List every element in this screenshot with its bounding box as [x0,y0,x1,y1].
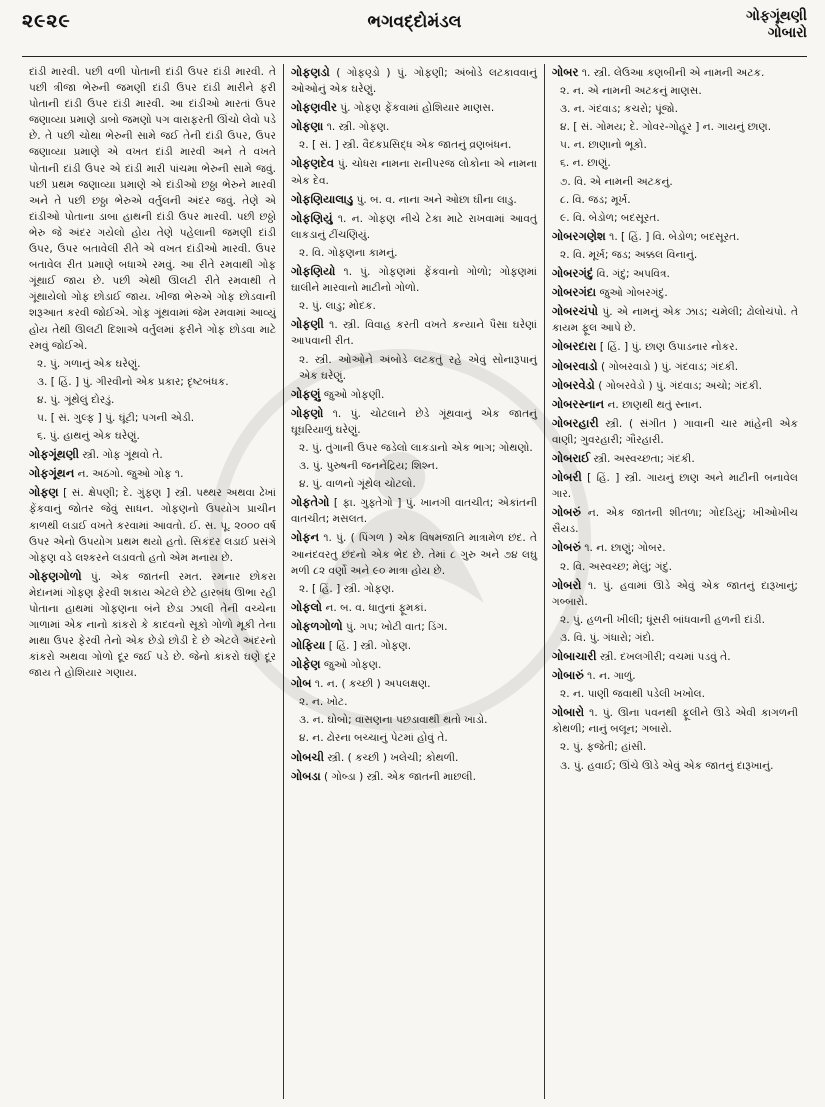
dictionary-entry [291,191,537,208]
dictionary-entry [291,529,537,578]
header-rule [22,56,807,57]
definition-text: પું. ચોધરા નામના રાનીપરજ લોકોના એ નામના એક દેવ. [291,158,537,187]
dictionary-entry [552,358,798,375]
entry-sense: ૨. ન. પાણી જવાથી પડેલી ખખોલ. [560,688,705,701]
definition-text: ( ગોફણ્ડો ) પું. ગોફણી; અંબોડે લટકાવવાનું ઓઓનું એક ઘરેણું. [291,67,537,96]
guide-word-first: ગોફગૂંથણી [746,8,807,24]
headword: ગોફળગોળો [291,618,343,633]
definition-text: ( ગોબરવેડો ) પું. ગંદવાડ; અચો; ગંદકી. [598,379,762,392]
headword: ગોબરગણેશ [552,228,606,243]
dictionary-entry [291,618,537,635]
dictionary-entry [291,118,537,135]
dictionary-entry [552,504,798,537]
entry-sense: ૫. [ સં. ગુલ્ફ ] પું. ઘૂંટી; પગની એડી. [37,411,195,424]
definition-text: ન. બ. વ. ધાતુનાં ફૂમકાં. [325,601,427,614]
headword: ગોબરગંદા [552,285,597,300]
entry-continuation [29,64,276,354]
headword: ગોબરું [552,505,581,520]
entry-sense: ૪. [ સં. ગોમય; દે. ગોવર-ગોહૂર ] ન. ગાયનું છાણ. [560,121,772,134]
headword: ગોબ [291,676,312,691]
headword: ગોબરદારા [552,339,597,354]
entry-sense: ૨. સ્ત્રી. ઓઓને અંબોડે લટકતું રહે એવું સોનારૂપાનું એક ઘરેણું. [299,353,537,382]
dictionary-entry [552,577,798,610]
dictionary-entry [291,494,537,527]
headword: ગોબરવાડો [552,358,598,373]
dictionary-entry [291,155,537,188]
definition-text: સ્ત્રી. ( કચ્છી ) ખલેચી; કોથળી. [327,751,459,764]
entry-sense: ૬. ન. છાણું. [560,157,611,170]
dictionary-entry [291,675,537,692]
definition-text: ૧. પું. હવામાં ઊડે એવું એક જાતનું દારૂખાનું; ગબ્બારો. [552,579,798,608]
headword: ગોબરાઈ [552,450,591,465]
definition-text: જુઓ ગોફણ. [323,659,382,672]
dictionary-entry [291,316,537,349]
definition-text: સ્ત્રી. અસ્વચ્છતા; ગંદકી. [593,452,695,465]
entry-sense: ૨. વિ. મૂર્ખ; જડ; અક્કલ વિનાનું. [560,248,698,261]
definition-text: પું. ગપ; ખોટી વાત; ડિંગ. [345,620,448,633]
headword: ગોફગૂંથણી [29,447,80,462]
column-2 [283,64,544,1099]
dictionary-entry [291,64,537,97]
dictionary-entry [552,377,798,394]
definition-text: ૧. સ્ત્રી. વિવાહ કરતી વખતે કન્યાને પૈસા ઘરેણાં આપવાની રીત. [291,319,537,348]
dictionary-entry [291,405,537,438]
definition-text: પું. એક જાતની રમત. રમનાર છોકરા મેદાનમાં ગોફણ ફેરવી શકાય એટલે છેટે હારબંધ ઊભા રહી પોતાના હાથમાં ગોફણના બંને છેડા ઝાલી તેની વચ્ચેના ગાળામાં એક નાનો કાંકરો કે કાદવનો સૂકો ગોળો મૂકી તેના માથા ઉપર ફેરવી તેનો એક છેડો છોડી દે છે એટલે અંદરનો કાંકરો અથવા ગોળો દૂર જઈ પડે છે. જેનો કાંકરો ઘણે દૂર જાય તે હોશિયાર ગણાય. [29,570,276,680]
guide-words [746,8,807,42]
entry-sense: ૩. પું. હવાઈ; ઊંચે ઊડે એવું એક જાતનું દારૂખાનું. [560,759,774,772]
definition-text: ૧. પું. ગોફણમાં ફેંકવાનો ગોળો; ગોફણમાં ઘાલીને મારવાનો માટીનો ગોળો. [291,266,537,295]
entry-sense: ૨. ન. ખોટ. [299,696,348,709]
definition-text: ૧. ન. ( કચ્છી ) અપલક્ષણ. [314,678,431,691]
dictionary-entry [291,210,537,243]
entry-sense: ૪. પું. ગૂંથેલું દોરડું. [37,393,115,406]
entry-sense: ૪. ન. ઢોરના બચ્ચાનું પેટમાં હોવું તે. [299,732,448,745]
headword: ગોબરસ્નાન [552,396,605,411]
definition-text: [ હિં. ] પું. છાણ ઉપાડનાર નોકર. [599,341,738,354]
definition-text: પું. બ. વ. નાના અને ઓછા ઘીના લાડુ. [356,193,517,206]
entry-sense: ૩. ન. ઘોબો; વાસણના પછડાવાથી થતો ખાડો. [299,714,488,727]
definition-text: ૧. ન. ગોફણ નીચે ટેકા માટે રાખવામાં આવતું લાકડાનું ટીંચણિયું. [291,212,537,241]
page-header [22,8,807,52]
definition-text: [ હિં. ] સ્ત્રી. ગોફણ. [328,640,412,652]
entry-sense: ૨. [ હિં. ] સ્ત્રી. ગોફણ. [299,582,395,595]
headword: ગોબડા [291,768,321,783]
entry-sense: ૮. વિ. જડ; મૂર્ખ. [560,193,631,206]
dictionary-entry [291,637,537,654]
headword: ગોબરગંદું [552,266,594,281]
entry-sense: ૨. પું. લાડુ; મોદક. [299,300,376,313]
definition-text: [ ફા. ગુફ્તેગો ] પું. ખાનગી વાતચીત; એકાંતની વાતચીત; મસલત. [291,497,537,526]
definition-text: પું. એ નામનું એક ઝાડ; ચમેલી; ઢોલોચંપો. તે કાયમ ફૂલ આપે છે. [552,306,798,335]
dictionary-entry [552,450,798,467]
definition-text: ૧. પું. ઊના પવનથી ફૂલીને ઊડે એવી કાગળની કોથળી; નાનું બલૂન; ગબારો. [552,707,799,736]
definition-text: સ્ત્રી. ( સંગીત ) ગાવાની ચાર માંહેની એક વાણી; ગુવરહારી; ગૌરહારી. [552,417,799,446]
definition-text: ૧. પું. ચોટલાને છેડે ગૂંથવાનું એક જાતનું ઘૂઘરિયાળું ઘરેણું. [291,407,537,436]
dictionary-entry [552,284,798,301]
dictionary-columns [22,64,807,1099]
dictionary-entry [291,599,537,616]
entry-sense: ૨. પું. ફજેતી; હાંસી. [560,741,647,754]
headword: ગોફણું [291,386,321,401]
headword: ગોફન [291,530,320,545]
headword: ગોબરો [552,577,582,592]
page-number: ૨૯૨૯ [22,10,71,32]
entry-sense: ૨. પું. હળની ખીલી; ધૂંસરી બાંધવાની હળની દાંડી. [560,613,765,626]
column-3 [544,64,805,1099]
definition-text: જુઓ ગોફણી. [323,388,385,401]
dictionary-entry [552,228,798,245]
dictionary-entry [552,415,798,448]
running-title: ભગવદ્દોમંડલ [367,12,462,32]
headword: ગોબરહારી [552,415,599,430]
definition-text: ન. છાણથી થતું સ્નાન. [607,398,703,411]
entry-sense: ૩. ન. ગંદવાડ; કચરો; પૂંજો. [560,103,678,116]
headword: ગોફણિયું [291,210,333,225]
dictionary-entry [552,338,798,355]
entry-sense: ૯. વિ. બેડોળ; બદસૂરત. [560,211,660,224]
definition-text: સ્ત્રી. દખલગીરી; વચમાં પડવું તે. [599,651,731,663]
dictionary-entry [29,446,276,463]
dictionary-entry [552,265,798,282]
headword: ગોબર [552,65,579,79]
definition-text: ( ગોબ્ડા ) સ્ત્રી. એક જાતની માછલી. [324,770,476,783]
entry-sense: ૨. વિ. અસ્વચ્છ; મેલું; ગંદું. [560,560,672,573]
headword: ગોફિયા [291,638,326,652]
entry-sense: ૨. [ સં. ] સ્ત્રી. વૈદકપ્રસિદ્ધ એક જાતનું વ્રણબંધન. [299,139,512,152]
headword: ગોફણ [29,485,59,500]
definition-text: ન. અઠંગો. જુઓ ગોફ ૧. [77,468,184,481]
dictionary-entry [552,704,798,737]
headword: ગોફણવીર [291,100,337,115]
headword: ગોબરી [552,470,582,485]
dictionary-entry [552,303,798,336]
dictionary-entry [29,568,276,682]
dictionary-entry [291,768,537,785]
headword: ગોબારું [552,668,584,683]
headword: ગોફણો [291,405,324,420]
dictionary-entry [291,99,537,116]
guide-word-last: ગોબારો [767,25,807,41]
entry-sense: ૭. વિ. એ નામની અટકનું. [560,175,673,188]
dictionary-entry [552,648,798,665]
dictionary-entry [552,667,798,684]
definition-text: ૧. ન. ગાળું. [587,670,636,683]
headword: ગોફણદેવ [291,156,335,171]
definition-text: પું. ગોફણ ફેંકવામાં હોશિયાર માણસ. [340,102,495,115]
definition-text: ૧. ન. છાણું; ગોબર. [584,542,666,555]
headword: ગોફલો [291,599,323,614]
headword: ગોબાચારી [552,649,597,663]
dictionary-entry [29,465,276,482]
headword: ગોફેણ [291,657,321,672]
entry-sense: ૨. પું. ગળાનું એક ઘરેણું. [37,357,141,370]
definition-text: [ હિં. ] સ્ત્રી. ગાયનું છાણ અને માટીની બનાવેલ ગાર. [552,472,798,501]
dictionary-entry [552,64,798,81]
dictionary-entry [29,484,276,565]
definition-text: ૧. સ્ત્રી. લેઉઆ કણબીની એ નામની અટક. [581,67,765,79]
entry-sense: ૪. પું. વાળનો ગૂંથેલ ચોટલો. [299,478,416,491]
entry-sense: ૫. ન. છાણાનો ભૂકો. [560,139,647,152]
entry-sense: ૨. પું. તુંગાની ઉપર જડેલો લાકડાનો એક ભાગ; ગોથણો. [299,441,533,454]
column-1 [22,64,283,1099]
headword: ગોબરવેડો [552,377,595,392]
entry-sense: ૨. વિ. ગોફણના કામનું. [299,246,398,259]
entry-sense: ૩. વિ. પું. ગંધારો; ગંદો. [560,631,655,644]
dictionary-entry [291,656,537,673]
definition-text: [ સં. ક્ષેપણી; દે. ગુંફણ ] સ્ત્રી. પથ્થર અથવા ઢેખાં ફેંકવાનું જોતર જેવું સાધન. ગોફણનો ઉપયોગ પ્રાચીન કાળથી લડાઈ વખતે કરવામાં આવતો. ઈ. સ. પૂ. ૨૦૦૦ વર્ષ ઉપર એનો ઉપયોગ પ્રથમ થયો હતો. સિકંદર લડાઈ પ્રસંગે ગોફણ વડે લશ્કરને લડાવતો હતો એમ મનાય છે. [29,487,276,564]
headword: ગોફતેગો [291,495,330,510]
headword: ગોફણગોળો [29,568,82,583]
headword: ગોફણી [291,317,324,332]
entry-sense: ૬. પું. હાથનું એક ઘરેણું. [37,430,140,443]
dictionary-entry [552,469,798,502]
definition-text: સ્ત્રી. ગોફ ગૂંથવો તે. [82,449,163,462]
headword: ગોબરું [552,540,581,555]
definition-text: જુઓ ગોબરગંદું. [599,287,668,300]
dictionary-entry [552,539,798,556]
dictionary-entry [552,396,798,413]
headword: ગોફગૂંથન [29,466,75,481]
entry-sense: ૩. [ હિં. ] પું. ગીરવીનો એક પ્રકાર; દૃષ્ટબંધક. [37,375,229,388]
definition-text: ૧. [ હિં. ] વિ. બેડોળ; બદસૂરત. [609,230,740,243]
entry-sense: ૨. ન. એ નામની અટકનું માણસ. [560,85,702,98]
headword: ગોફણિયાલાડુ [291,191,354,206]
definition-text: ૧. સ્ત્રી. ગોફણ. [326,121,390,134]
dictionary-entry [291,263,537,296]
definition-text: ૧. પું. ( પિંગળ ) એક વિષમજાતિ માત્રામેળ છંદ. તે આનંદવરતુ છંદનો એક ભેદ છે. તેમાં ૮ ગુરુ અને ૭૪ લઘુ મળી ૮૨ વર્ણો અને ૯૦ માત્રા હોય છે. [291,532,537,577]
dictionary-entry [291,386,537,403]
definition-text: દાંડી મારવી. પછી વળી પોતાની દાંડી ઉપર દાંડી મારવી. તે પછી ત્રીજા ભેરુની જમણી દાંડી ઉપર દાંડી મારીને ફરી પોતાની દાંડી ઉપર દાંડી મારવી. આ દાંડીઓ મારતાં ઉપર જણાવ્યા પ્રમાણે ડાબો જમણો પગ વારાફરતી ઊંચો લેવો પડે છે. તે પછી ચોથા ભેરુની સામે જઈ તેની દાંડી ઉપર, ઉપર જણાવ્યા પ્રમાણે એ વખત દાંડી મારવી અને તે વખતે પોતાની દાંડી ઉપર એ દાંડી મારી પાંચમા ભેરુની સામે જવું. પછી પ્રથમ જણાવ્યા પ્રમાણે એ દાંડીઓ છઠ્ઠા ભેરુને મારવી અને તે પછી છઠ્ઠા ભેરુએ વર્તુલની અંદર જવું. તેણે એ દાંડીઓ પોતાના ડાબા હાથની દાંડી ઉપર મારવી. પછી છઠ્ઠો ભેરુ જે અંદર ગયેલો હોય તેણે પહેલાની જમણી દાંડી ઉપર, ઉપર બતાવેલી રીતે એ વખત દાંડીઓ મારવી. ઉપર બતાવેલ રીત પ્રમાણે બધાએ રમવું. આ રીતે રમવાથી ગોફ ગૂંથાઈ જાય છે. પછી એથી ઊલટી રીતે રમવાથી તે ગૂંથાયેલો ગોફ છોડાઈ જાય. ખીજા ભેરુએ ગોફ છોડવાની શરૂઆત કરવી જોઈએ. ગોફ ગૂંથવામાં જેમ રમવામાં આવ્યું હોય તેથી ઊલટી દિશાએ વર્તુલમાં ફરીને ગોફ છોડવા માટે રમવું જોઈએ. [29,66,276,352]
entry-sense: ૩. પું. પુરુષની જનનેંદ્રિય; શિશ્ન. [299,460,439,473]
headword: ગોબરચંપો [552,304,598,319]
headword: ગોફણિયો [291,264,336,279]
definition-text: વિ. ગંદું; અપવિત્ર. [596,268,670,281]
headword: ગોબારો [552,705,585,720]
headword: ગોબચી [291,749,324,764]
dictionary-entry [291,749,537,766]
headword: ગોફણા [291,119,324,134]
definition-text: ન. એક જાતની શીતળા; ગોદડિયું; ખીઓખીચ સૈયડ. [552,507,798,536]
definition-text: ( ગોબરવાડો ) પું. ગંદવાડ; ગંદકી. [601,360,739,373]
headword: ગોફણડો [291,65,330,79]
